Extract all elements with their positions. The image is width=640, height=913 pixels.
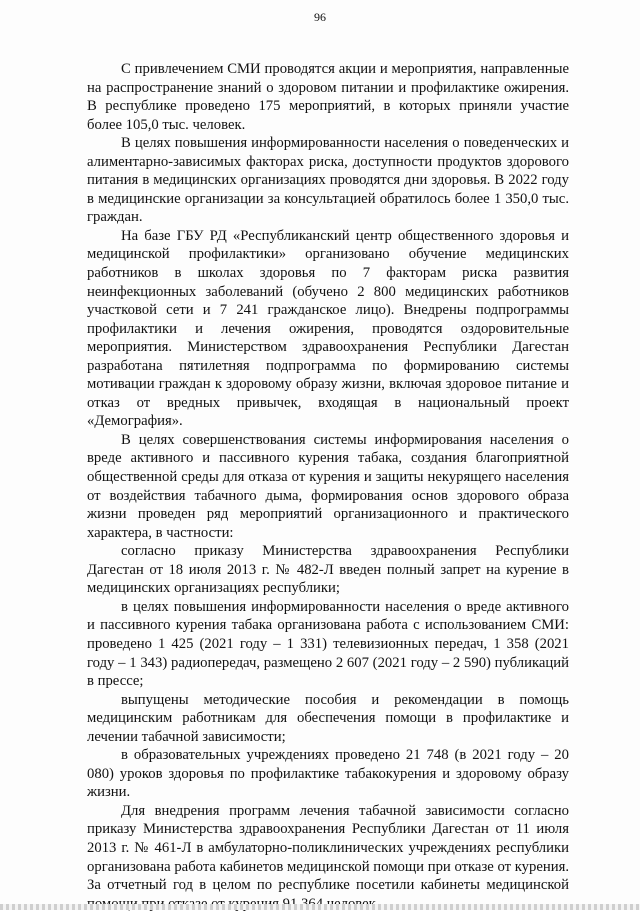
body-text xyxy=(87,60,569,913)
scan-bottom-edge xyxy=(0,904,640,910)
page-number: 96 xyxy=(314,10,326,24)
paragraph-tobacco-information: В целях совершенствования системы информирования населения о вреде активного и пассивного курения табака, создания благоприятной общественной среды для отказа от курения и защиты некурящего населения от воздействия табачного дыма, формирования основ здорового образа жизни проведен ряд мероприятий организационного и практического характера, в частности: xyxy=(87,431,569,541)
paragraph-methodical-guides: выпущены методические пособия и рекомендации в помощь медицинским работникам для обеспечения помощи в профилактике и лечении табачной зависимости; xyxy=(87,691,569,745)
paragraph-smoking-ban: согласно приказу Министерства здравоохранения Республики Дагестан от 18 июля 2013 г. № 482-Л введен полный запрет на курение в медицинских организациях республики; xyxy=(87,543,569,597)
paragraph-health-lessons: в образовательных учреждениях проведено 21 748 (в 2021 году – 20 080) уроков здоровья по профилактике табакокурения и здоровому образу жизни. xyxy=(87,747,569,801)
paragraph-media-campaigns: С привлечением СМИ проводятся акции и мероприятия, направленные на распространение знаний о здоровом питании и профилактике ожирения. В республике проведено 175 мероприятий, в которых приняли участие более 105,0 тыс. человек. xyxy=(87,61,569,133)
paragraph-smoking-cessation-offices: Для внедрения программ лечения табачной зависимости согласно приказу Министерства здравоохранения Республики Дагестан от 11 июля 2013 г. № 461-Л в амбулаторно-поликлинических учреждениях республики организована работа кабинетов медицинской помощи при отказе от курения. За отчетный год в целом по республике посетили кабинеты медицинской xyxy=(87,802,569,894)
paragraph-media-broadcasts: в целях повышения информированности населения о вреде активного и пассивного курения табака организована работа с использованием СМИ: проведено 1 425 (2021 году – 1 331) телевизионных передач, 1 358 (2021 году – 1 343) радиопередач, размещено 2 607 (2021 году – 2 590) публикаций в прессе; xyxy=(87,598,569,690)
paragraph-training-programs: На базе ГБУ РД «Республиканский центр общественного здоровья и медицинской профилактики» организовано обучение медицинских работников в школах здоровья по 7 факторам риска развития неинфекционных заболеваний (обучено 2 800 медицинских работников участковой сети и 7 241 гражданское лицо). Внедрены подпрограммы профилактики и лечения ожирения, проводятся оздоровительные мероприятия. Министерством здравоохранения Республики Дагестан разработана пятилетняя подпрограмма по формированию системы мотивации граждан к здоровому образу жизни, включая здоровое питание и отказ от вредных привычек, входящая в национальный проект «Демография». xyxy=(87,227,569,430)
paragraph-health-days: В целях повышения информированности населения о поведенческих и алиментарно-зависимых факторах риска, доступности продуктов здорового питания в медицинских организациях проводятся дни здоровья. В 2022 году в медицинские организации за консультацией обратилось более 1 350,0 тыс. граждан. xyxy=(87,135,569,226)
